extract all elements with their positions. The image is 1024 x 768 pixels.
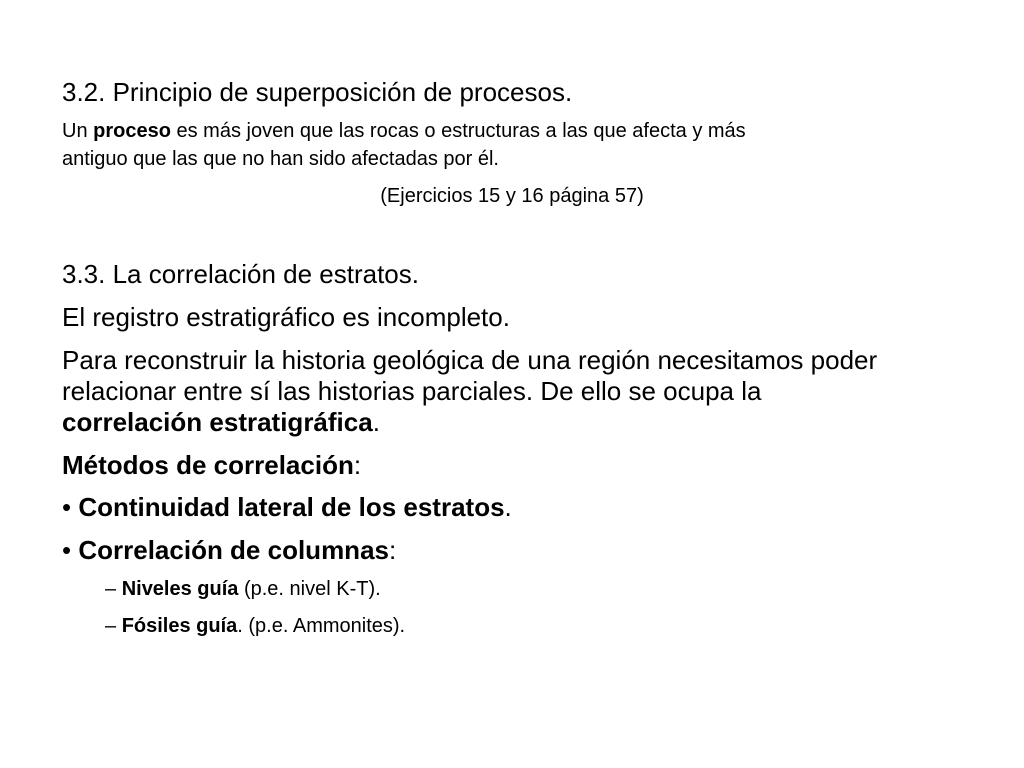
correlation-paragraph-line-3 <box>62 408 380 438</box>
dash-icon: – <box>105 615 117 637</box>
section-heading-correlation: 3.3. La correlación de estratos. <box>62 259 419 289</box>
subitem-guide-levels <box>105 578 381 601</box>
bullet-icon: • <box>62 535 72 565</box>
correlation-paragraph-line-2: relacionar entre sí las historias parciales. De ello se ocupa la <box>62 376 762 406</box>
bullet-icon: • <box>62 492 72 522</box>
bullet-item-continuity <box>62 493 512 523</box>
superposition-paragraph-line-2: antiguo que las que no han sido afectadas por él. <box>62 148 499 170</box>
bullet-bold: Continuidad lateral de los estratos <box>78 492 505 522</box>
superposition-paragraph-line-1 <box>62 120 746 143</box>
subitem-guide-fossils <box>105 615 405 638</box>
bullet-bold: Correlación de columnas <box>78 535 389 565</box>
keyword-correlacion-estratigrafica: correlación estratigráfica <box>62 407 373 437</box>
subitem-bold: Niveles guía <box>121 578 239 600</box>
para-end: . <box>372 407 380 437</box>
subitem-bold: Fósiles guía <box>121 615 238 637</box>
para-prefix: Un <box>62 120 94 142</box>
subitem-rest: . (p.e. Ammonites). <box>237 615 406 637</box>
methods-bold: Métodos de correlación <box>62 450 354 480</box>
keyword-proceso: proceso <box>93 120 171 142</box>
para-rest: es más joven que las rocas o estructuras a las que afecta y más <box>170 120 746 142</box>
incomplete-record-statement: El registro estratigráfico es incompleto. <box>62 302 510 332</box>
section-heading-superposition: 3.2. Principio de superposición de procesos. <box>62 77 573 107</box>
methods-heading <box>62 451 361 481</box>
bullet-rest: . <box>504 492 512 522</box>
subitem-rest: (p.e. nivel K-T). <box>238 578 381 600</box>
dash-icon: – <box>105 578 117 600</box>
methods-end: : <box>353 450 362 480</box>
bullet-rest: : <box>389 535 397 565</box>
bullet-item-columns <box>62 536 396 566</box>
correlation-paragraph-line-1: Para reconstruir la historia geológica de una región necesitamos poder <box>62 345 878 375</box>
exercise-reference: (Ejercicios 15 y 16 página 57) <box>380 185 644 207</box>
